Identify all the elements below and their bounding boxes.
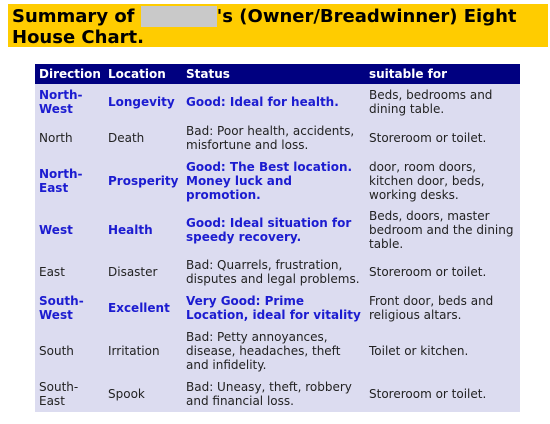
cell-status: Good: Ideal for health. [182,84,365,120]
cell-suitable: Storeroom or toilet. [365,254,520,290]
cell-suitable: door, room doors, kitchen door, beds, working desks. [365,156,520,206]
table-row [35,84,520,120]
cell-direction: South-East [35,376,104,412]
header-status: Status [182,64,365,84]
eight-house-table [35,64,520,412]
cell-direction: North-East [35,156,104,206]
cell-direction: North-West [35,84,104,120]
header-location: Location [104,64,182,84]
table-row [35,290,520,326]
cell-suitable: Toilet or kitchen. [365,326,520,376]
cell-suitable: Beds, bedrooms and dining table. [365,84,520,120]
cell-status: Good: Ideal situation for speedy recovery. [182,206,365,254]
cell-location: Prosperity [104,156,182,206]
cell-direction: West [35,206,104,254]
cell-location: Health [104,206,182,254]
table-row [35,120,520,156]
table-row [35,254,520,290]
cell-direction: South-West [35,290,104,326]
cell-direction: North [35,120,104,156]
cell-status: Good: The Best location. Money luck and promotion. [182,156,365,206]
cell-status: Bad: Quarrels, frustration, disputes and legal problems. [182,254,365,290]
redacted-name-block [141,6,217,27]
cell-status: Bad: Petty annoyances, disease, headaches, theft and infidelity. [182,326,365,376]
table-row [35,156,520,206]
cell-suitable: Storeroom or toilet. [365,120,520,156]
cell-location: Excellent [104,290,182,326]
header-suitable-for: suitable for [365,64,520,84]
cell-location: Spook [104,376,182,412]
cell-location: Death [104,120,182,156]
table-row [35,376,520,412]
title-prefix: Summary of [12,6,135,27]
chart-title-banner [8,4,548,47]
cell-direction: East [35,254,104,290]
cell-status: Bad: Uneasy, theft, robbery and financial loss. [182,376,365,412]
cell-suitable: Storeroom or toilet. [365,376,520,412]
cell-status: Very Good: Prime Location, ideal for vitality [182,290,365,326]
table-row [35,206,520,254]
header-direction: Direction [35,64,104,84]
table-row [35,326,520,376]
cell-direction: South [35,326,104,376]
cell-location: Irritation [104,326,182,376]
cell-suitable: Front door, beds and religious altars. [365,290,520,326]
cell-suitable: Beds, doors, master bedroom and the dining table. [365,206,520,254]
table-header-row [35,64,520,84]
title-suffix: 's (Owner/Breadwinner) Eight House Chart. [12,6,517,48]
cell-location: Longevity [104,84,182,120]
cell-status: Bad: Poor health, accidents, misfortune and loss. [182,120,365,156]
cell-location: Disaster [104,254,182,290]
